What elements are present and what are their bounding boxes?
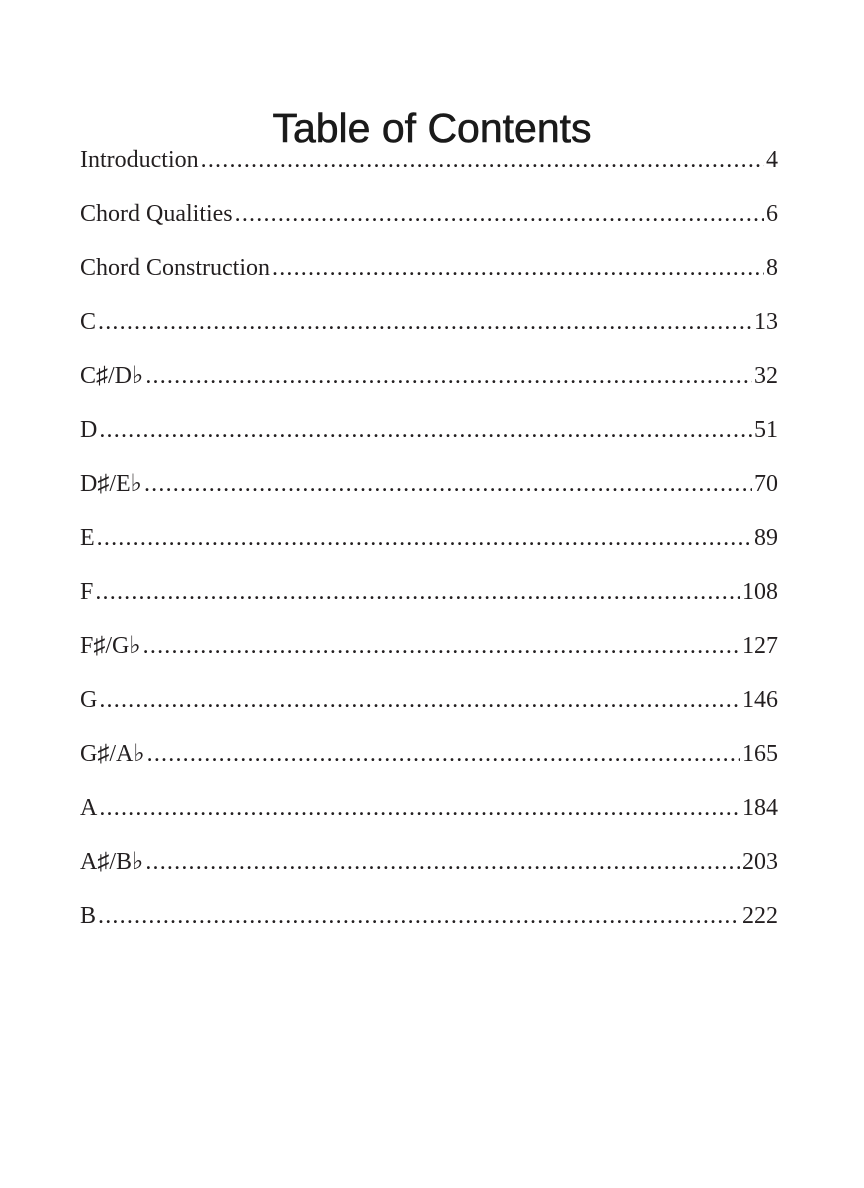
toc-dot-leader <box>95 576 740 608</box>
toc-dot-leader <box>272 252 764 284</box>
toc-entry-label: E <box>80 525 95 551</box>
toc-entry-label: C <box>80 309 97 335</box>
toc-dot-leader <box>99 792 740 824</box>
toc-entry-label: G♯/A♭ <box>80 741 145 767</box>
toc-entry <box>80 414 778 468</box>
toc-entry-page-number: 127 <box>742 633 778 659</box>
toc-entry <box>80 630 778 684</box>
toc-entry <box>80 738 778 792</box>
toc-entry <box>80 144 778 198</box>
toc-entry-page-number: 108 <box>742 579 778 605</box>
toc-entry-label: A♯/B♭ <box>80 849 144 875</box>
toc-dot-leader <box>99 414 752 446</box>
toc-entry-page-number: 222 <box>742 903 778 929</box>
toc-dot-leader <box>201 144 764 176</box>
toc-entry-page-number: 8 <box>766 255 778 281</box>
toc-entry-page-number: 89 <box>754 525 778 551</box>
toc-entry-page-number: 6 <box>766 201 778 227</box>
toc-dot-leader <box>98 306 752 338</box>
toc-entry-page-number: 165 <box>742 741 778 767</box>
toc-entry <box>80 684 778 738</box>
toc-entry <box>80 792 778 846</box>
toc-dot-leader <box>99 684 740 716</box>
toc-entry-label: D♯/E♭ <box>80 471 142 497</box>
toc-entry-label: A <box>80 795 98 821</box>
toc-entry-page-number: 32 <box>754 363 778 389</box>
toc-dot-leader <box>97 522 752 554</box>
toc-entry <box>80 198 778 252</box>
toc-entry-label: B <box>80 903 97 929</box>
toc-dot-leader <box>98 900 740 932</box>
toc-entry-label: G <box>80 687 98 713</box>
toc-entry-page-number: 203 <box>742 849 778 875</box>
toc-entry <box>80 468 778 522</box>
toc-dot-leader <box>143 630 740 662</box>
toc-entry-page-number: 4 <box>766 147 778 173</box>
toc-entry <box>80 522 778 576</box>
toc-entry-label: F♯/G♭ <box>80 633 141 659</box>
toc-entry-label: Chord Construction <box>80 255 270 281</box>
toc-list <box>80 144 778 954</box>
toc-entry-page-number: 51 <box>754 417 778 443</box>
page-title: Table of Contents <box>272 105 592 152</box>
toc-dot-leader <box>145 846 740 878</box>
toc-dot-leader <box>145 360 752 392</box>
toc-entry <box>80 252 778 306</box>
toc-entry <box>80 900 778 954</box>
toc-entry <box>80 360 778 414</box>
toc-entry <box>80 306 778 360</box>
toc-entry-label: F <box>80 579 94 605</box>
toc-dot-leader <box>147 738 740 770</box>
toc-entry-label: Chord Qualities <box>80 201 233 227</box>
toc-entry-label: D <box>80 417 98 443</box>
toc-entry-page-number: 70 <box>754 471 778 497</box>
toc-entry <box>80 846 778 900</box>
toc-entry-page-number: 146 <box>742 687 778 713</box>
toc-entry-page-number: 13 <box>754 309 778 335</box>
toc-entry <box>80 576 778 630</box>
toc-dot-leader <box>144 468 752 500</box>
toc-entry-page-number: 184 <box>742 795 778 821</box>
toc-dot-leader <box>235 198 764 230</box>
toc-entry-label: Introduction <box>80 147 199 173</box>
toc-entry-label: C♯/D♭ <box>80 363 144 389</box>
